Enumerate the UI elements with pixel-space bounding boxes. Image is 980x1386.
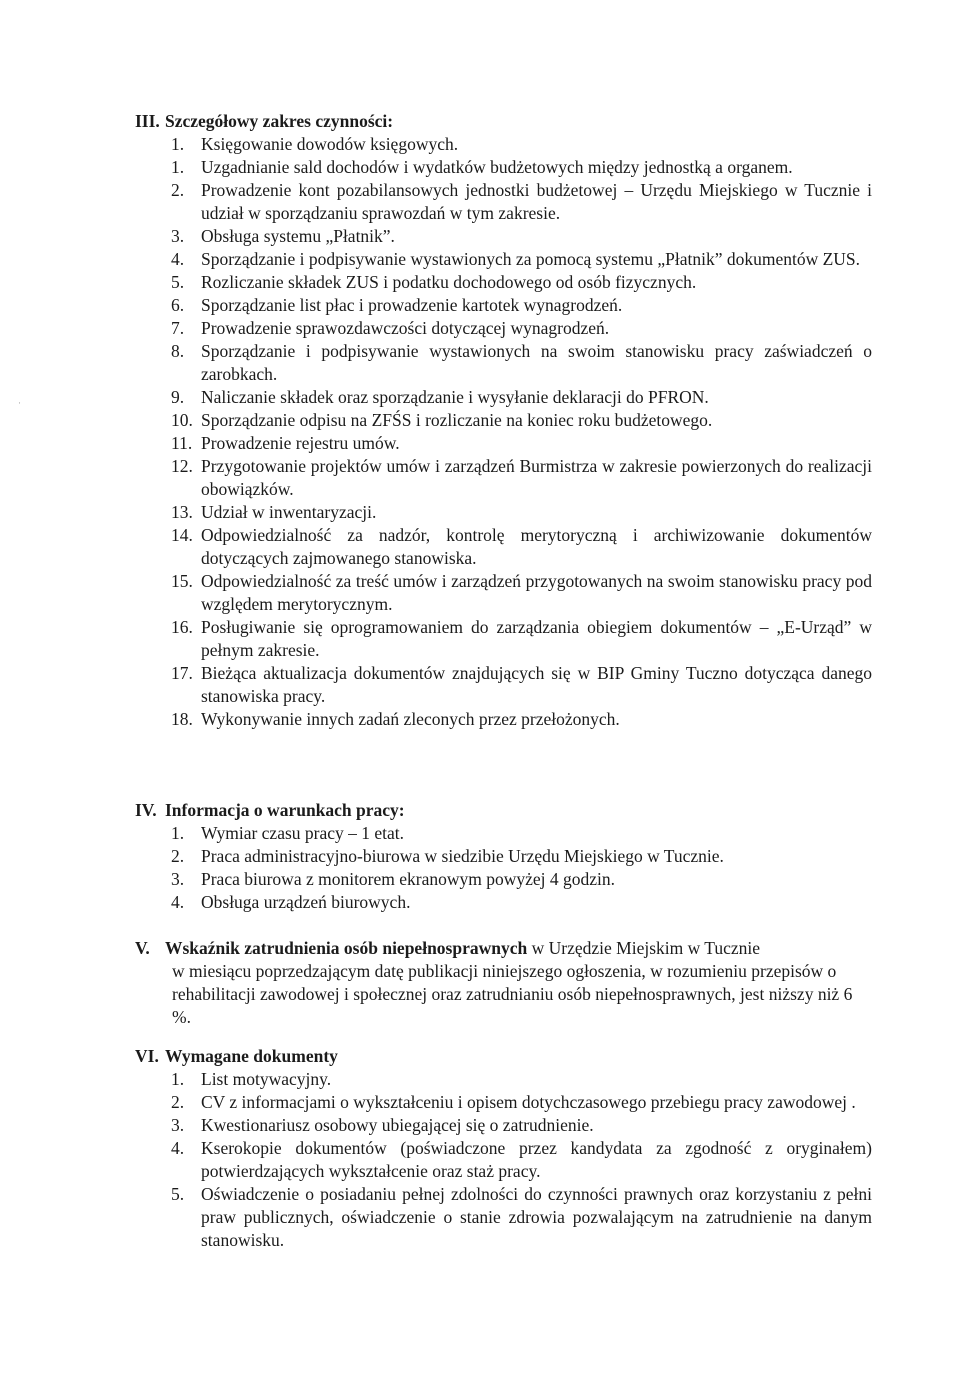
list-item-number: 18.: [171, 709, 193, 729]
list-item-number: 7.: [171, 318, 185, 338]
section-required-documents-heading: VI. Wymagane dokumenty: [135, 1046, 338, 1066]
list-item: [135, 248, 880, 271]
list-item-number: 5.: [171, 1184, 185, 1204]
list-item-number: 3.: [171, 226, 185, 246]
list-item: [135, 340, 880, 386]
list-item-number: 1.: [171, 134, 185, 154]
list-item-text: Rozliczanie składek ZUS i podatku dochodowego od osób fizycznych.: [201, 272, 697, 292]
list-item-number: 3.: [171, 869, 185, 889]
list-item-number: 10.: [171, 410, 193, 430]
list-item: [135, 662, 880, 708]
list-item: [135, 822, 880, 845]
list-item-number: 1.: [171, 1069, 185, 1089]
list-item-text: Sporządzanie i podpisywanie wystawionych za pomocą systemu „Płatnik” dokumentów ZUS.: [201, 249, 861, 269]
list-item: [135, 271, 880, 294]
list-item: [135, 845, 880, 868]
list-item-text: Wymiar czasu pracy – 1 etat.: [201, 823, 405, 843]
list-item-number: 17.: [171, 663, 193, 683]
list-item-number: 4.: [171, 892, 185, 912]
list-item-text: Prowadzenie rejestru umów.: [201, 433, 400, 453]
section-duties-heading: III. Szczegółowy zakres czynności:: [135, 111, 394, 131]
scan-speck: ·: [18, 398, 21, 408]
list-item-text: Obsługa urządzeń biurowych.: [201, 892, 411, 912]
section-disability-rate-heading: V. Wskaźnik zatrudnienia osób niepełnosprawnych w Urzędzie Miejskim w Tucznie: [135, 938, 761, 958]
list-item: [135, 1068, 880, 1091]
section-required-documents: [135, 1045, 880, 1252]
list-item: [135, 294, 880, 317]
list-item-text: Sporządzanie list płac i prowadzenie kartotek wynagrodzeń.: [201, 295, 623, 315]
list-item-number: 5.: [171, 272, 185, 292]
list-item-text: Prowadzenie sprawozdawczości dotyczącej wynagrodzeń.: [201, 318, 610, 338]
list-item: [135, 1114, 880, 1137]
list-item-text: CV z informacjami o wykształceniu i opisem dotychczasowego przebiegu pracy zawodowej .: [201, 1092, 856, 1112]
section-work-conditions-heading: IV. Informacja o warunkach pracy:: [135, 800, 405, 820]
list-item-text: Praca administracyjno-biurowa w siedzibie Urzędu Miejskiego w Tucznie.: [201, 846, 724, 866]
list-item: [135, 179, 880, 225]
list-item-number: 2.: [171, 180, 185, 200]
list-item-text: Praca biurowa z monitorem ekranowym powyżej 4 godzin.: [201, 869, 616, 889]
disability-rate-text: w miesiącu poprzedzającym datę publikacji niniejszego ogłoszenia, w rozumieniu przepisów o rehabilitacji zawodowej i społecznej oraz zatrudnianiu osób niepełnosprawnych, jest niższy niż 6 %.: [172, 961, 853, 1027]
list-item: [135, 570, 880, 616]
list-item: [135, 708, 880, 731]
list-item: [135, 501, 880, 524]
list-item-number: 8.: [171, 341, 185, 361]
list-item-number: 14.: [171, 525, 193, 545]
list-item: [135, 133, 880, 156]
list-item-text: Oświadczenie o posiadaniu pełnej zdolności do czynności prawnych oraz korzystaniu z pełni praw publicznych, oświadczenie o stanie zdrowia pozwalającym na zatrudnienie na danym stanowisku.: [201, 1184, 872, 1250]
list-item: [135, 317, 880, 340]
list-item: [135, 225, 880, 248]
list-item-text: Udział w inwentaryzacji.: [201, 502, 377, 522]
list-item-text: Posługiwanie się oprogramowaniem do zarządzania obiegiem dokumentów – „E-Urząd” w pełnym zakresie.: [201, 617, 872, 660]
duties-list: [135, 133, 880, 731]
list-item-number: 11.: [171, 433, 193, 453]
list-item-text: Sporządzanie i podpisywanie wystawionych na swoim stanowisku pracy zaświadczeń o zarobkach.: [201, 341, 872, 384]
list-item-text: Wykonywanie innych zadań zleconych przez przełożonych.: [201, 709, 620, 729]
work-conditions-list: [135, 822, 880, 914]
list-item-text: Kwestionariusz osobowy ubiegającej się o zatrudnienie.: [201, 1115, 594, 1135]
list-item: [135, 1137, 880, 1183]
list-item-number: 4.: [171, 249, 185, 269]
list-item: [135, 386, 880, 409]
list-item-number: 2.: [171, 846, 185, 866]
list-item-number: 16.: [171, 617, 193, 637]
list-item-text: Odpowiedzialność za nadzór, kontrolę merytoryczną i archiwizowanie dokumentów dotyczących zajmowanego stanowiska.: [201, 525, 872, 568]
section-work-conditions: [135, 799, 880, 914]
list-item-text: Naliczanie składek oraz sporządzanie i wysyłanie deklaracji do PFRON.: [201, 387, 709, 407]
list-item-text: Obsługa systemu „Płatnik”.: [201, 226, 395, 246]
section-duties: [135, 110, 880, 731]
list-item-number: 6.: [171, 295, 185, 315]
list-item: [135, 1091, 880, 1114]
list-item: [135, 432, 880, 455]
list-item-number: 1.: [171, 157, 185, 177]
list-item-number: 1.: [171, 823, 185, 843]
list-item-number: 3.: [171, 1115, 185, 1135]
list-item-text: Sporządzanie odpisu na ZFŚS i rozliczanie na koniec roku budżetowego.: [201, 410, 713, 430]
list-item-number: 4.: [171, 1138, 185, 1158]
list-item: [135, 868, 880, 891]
list-item-text: List motywacyjny.: [201, 1069, 332, 1089]
list-item-number: 13.: [171, 502, 193, 522]
list-item-text: Księgowanie dowodów księgowych.: [201, 134, 459, 154]
list-item-text: Kserokopie dokumentów (poświadczone przez kandydata za zgodność z oryginałem) potwierdzających wykształcenie oraz staż pracy.: [201, 1138, 872, 1181]
section-disability-rate: [135, 937, 880, 1029]
list-item-text: Odpowiedzialność za treść umów i zarządzeń przygotowanych na swoim stanowisku pracy pod względem merytorycznym.: [201, 571, 872, 614]
list-item-number: 9.: [171, 387, 185, 407]
list-item-number: 2.: [171, 1092, 185, 1112]
list-item-text: Przygotowanie projektów umów i zarządzeń Burmistrza w zakresie powierzonych do realizacji obowiązków.: [201, 456, 872, 499]
required-documents-list: [135, 1068, 880, 1252]
list-item-number: 12.: [171, 456, 193, 476]
list-item: [135, 409, 880, 432]
list-item: [135, 524, 880, 570]
list-item: [135, 1183, 880, 1252]
list-item-text: Bieżąca aktualizacja dokumentów znajdujących się w BIP Gminy Tuczno dotycząca danego stanowiska pracy.: [201, 663, 872, 706]
list-item: [135, 891, 880, 914]
list-item-text: Prowadzenie kont pozabilansowych jednostki budżetowej – Urzędu Miejskiego w Tucznie i udział w sporządzaniu sprawozdań w tym zakresie.: [201, 180, 872, 223]
list-item-text: Uzgadnianie sald dochodów i wydatków budżetowych między jednostką a organem.: [201, 157, 793, 177]
list-item: [135, 616, 880, 662]
list-item: [135, 455, 880, 501]
list-item: [135, 156, 880, 179]
list-item-number: 15.: [171, 571, 193, 591]
